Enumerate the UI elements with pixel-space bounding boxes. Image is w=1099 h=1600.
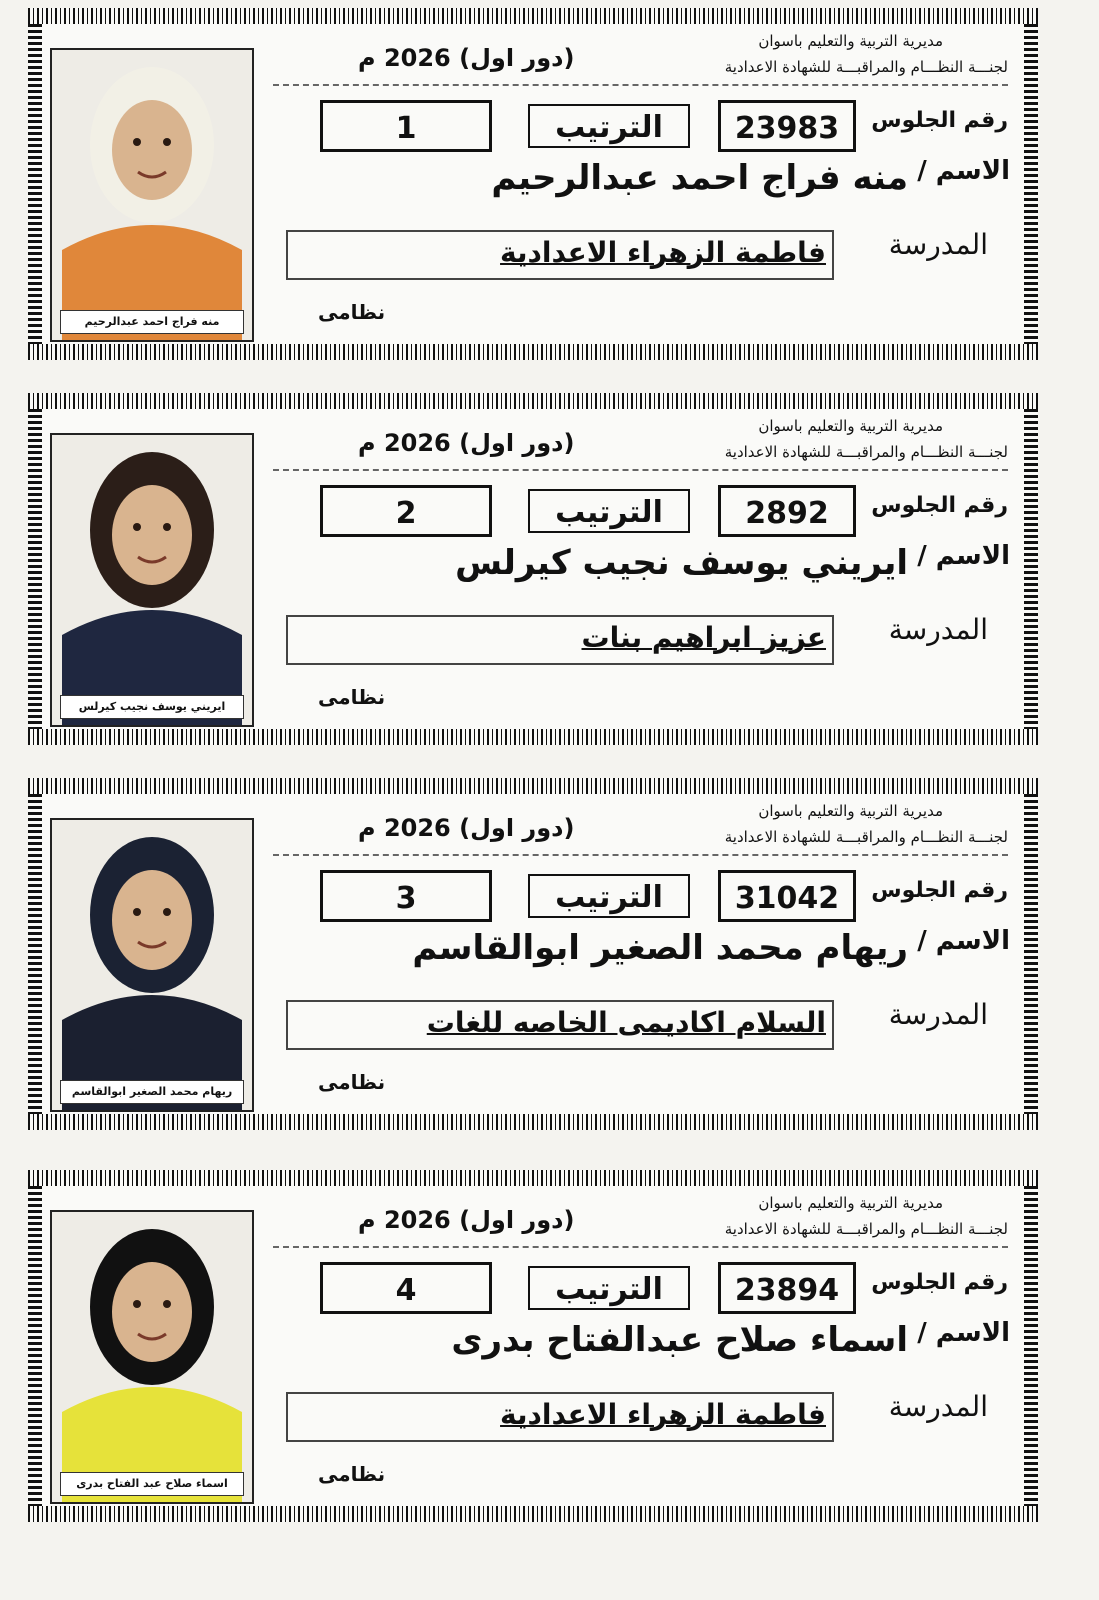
rank-label-box: الترتيب [528,874,690,918]
student-name: ايريني يوسف نجيب كيرلس [455,543,908,583]
barcode-border-top [28,393,1038,409]
student-portrait [52,1212,252,1502]
portrait-eye [163,1300,171,1308]
exam-round: (دور اول) 2026 م [358,429,575,457]
barcode-border-right [1024,1186,1038,1506]
committee-label: لجنـــة النظـــام والمراقبـــة للشهادة الاعدادية [724,1220,1008,1238]
rank-number-box: 3 [320,870,492,922]
rank-label-box: الترتيب [528,104,690,148]
seat-card [28,1170,1038,1522]
divider [273,84,1008,86]
barcode-border-right [1024,409,1038,729]
barcode-border-bottom [28,1506,1038,1522]
school-box [286,1000,834,1050]
barcode-border-top [28,1170,1038,1186]
portrait-eye [133,523,141,531]
exam-round: (دور اول) 2026 م [358,814,575,842]
study-type: نظامى [318,1070,386,1094]
name-label: الاسم / [917,541,1010,571]
school-box [286,230,834,280]
student-name: منه فراج احمد عبدالرحيم [491,158,908,198]
portrait-face [112,485,192,585]
seat-number-box: 31042 [718,870,856,922]
school-label: المدرسة [888,1390,988,1423]
portrait-face [112,100,192,200]
seat-number-box: 2892 [718,485,856,537]
school-box [286,615,834,665]
exam-round: (دور اول) 2026 م [358,44,575,72]
name-label: الاسم / [917,926,1010,956]
barcode-border-right [1024,794,1038,1114]
school-name: السلام اكاديمى الخاصه للغات [426,1006,826,1039]
seat-number-label: رقم الجلوس [871,878,1008,903]
seat-card [28,778,1038,1130]
school-label: المدرسة [888,998,988,1031]
school-box [286,1392,834,1442]
barcode-border-bottom [28,1114,1038,1130]
barcode-border-bottom [28,344,1038,360]
school-label: المدرسة [888,228,988,261]
rank-number-box: 4 [320,1262,492,1314]
barcode-border-left [28,409,42,729]
study-type: نظامى [318,300,386,324]
rank-label-box: الترتيب [528,1266,690,1310]
student-name: اسماء صلاح عبدالفتاح بدرى [451,1320,908,1360]
student-portrait [52,435,252,725]
portrait-face [112,870,192,970]
directorate-label: مديرية التربية والتعليم باسوان [758,417,943,435]
school-name: فاطمة الزهراء الاعدادية [500,236,826,269]
name-label: الاسم / [917,1318,1010,1348]
school-name: عزيز ابراهيم بنات [581,621,826,654]
barcode-border-top [28,778,1038,794]
name-label: الاسم / [917,156,1010,186]
portrait-eye [163,523,171,531]
barcode-border-bottom [28,729,1038,745]
barcode-border-right [1024,24,1038,344]
directorate-label: مديرية التربية والتعليم باسوان [758,802,943,820]
student-photo [50,818,254,1112]
barcode-border-left [28,24,42,344]
committee-label: لجنـــة النظـــام والمراقبـــة للشهادة الاعدادية [724,828,1008,846]
school-label: المدرسة [888,613,988,646]
portrait-eye [133,138,141,146]
student-photo [50,433,254,727]
portrait-eye [133,1300,141,1308]
rank-number-box: 1 [320,100,492,152]
portrait-eye [163,908,171,916]
rank-label-box: الترتيب [528,489,690,533]
barcode-border-left [28,1186,42,1506]
student-photo [50,1210,254,1504]
photo-caption: اسماء صلاح عبد الفتاح بدرى [60,1472,244,1496]
study-type: نظامى [318,685,386,709]
barcode-border-left [28,794,42,1114]
divider [273,854,1008,856]
school-name: فاطمة الزهراء الاعدادية [500,1398,826,1431]
student-name: ريهام محمد الصغير ابوالقاسم [412,928,908,968]
seat-number-label: رقم الجلوس [871,493,1008,518]
divider [273,1246,1008,1248]
student-photo [50,48,254,342]
divider [273,469,1008,471]
photo-caption: منه فراج احمد عبدالرحيم [60,310,244,334]
portrait-eye [163,138,171,146]
photo-caption: ايريني يوسف نجيب كيرلس [60,695,244,719]
student-portrait [52,820,252,1110]
seat-number-box: 23983 [718,100,856,152]
rank-number-box: 2 [320,485,492,537]
seat-number-label: رقم الجلوس [871,1270,1008,1295]
exam-round: (دور اول) 2026 م [358,1206,575,1234]
seat-card [28,393,1038,745]
seat-number-label: رقم الجلوس [871,108,1008,133]
portrait-face [112,1262,192,1362]
directorate-label: مديرية التربية والتعليم باسوان [758,1194,943,1212]
barcode-border-top [28,8,1038,24]
seat-number-box: 23894 [718,1262,856,1314]
student-portrait [52,50,252,340]
directorate-label: مديرية التربية والتعليم باسوان [758,32,943,50]
committee-label: لجنـــة النظـــام والمراقبـــة للشهادة الاعدادية [724,443,1008,461]
committee-label: لجنـــة النظـــام والمراقبـــة للشهادة الاعدادية [724,58,1008,76]
seat-card [28,8,1038,360]
photo-caption: ريهام محمد الصغير ابوالقاسم [60,1080,244,1104]
portrait-eye [133,908,141,916]
study-type: نظامى [318,1462,386,1486]
